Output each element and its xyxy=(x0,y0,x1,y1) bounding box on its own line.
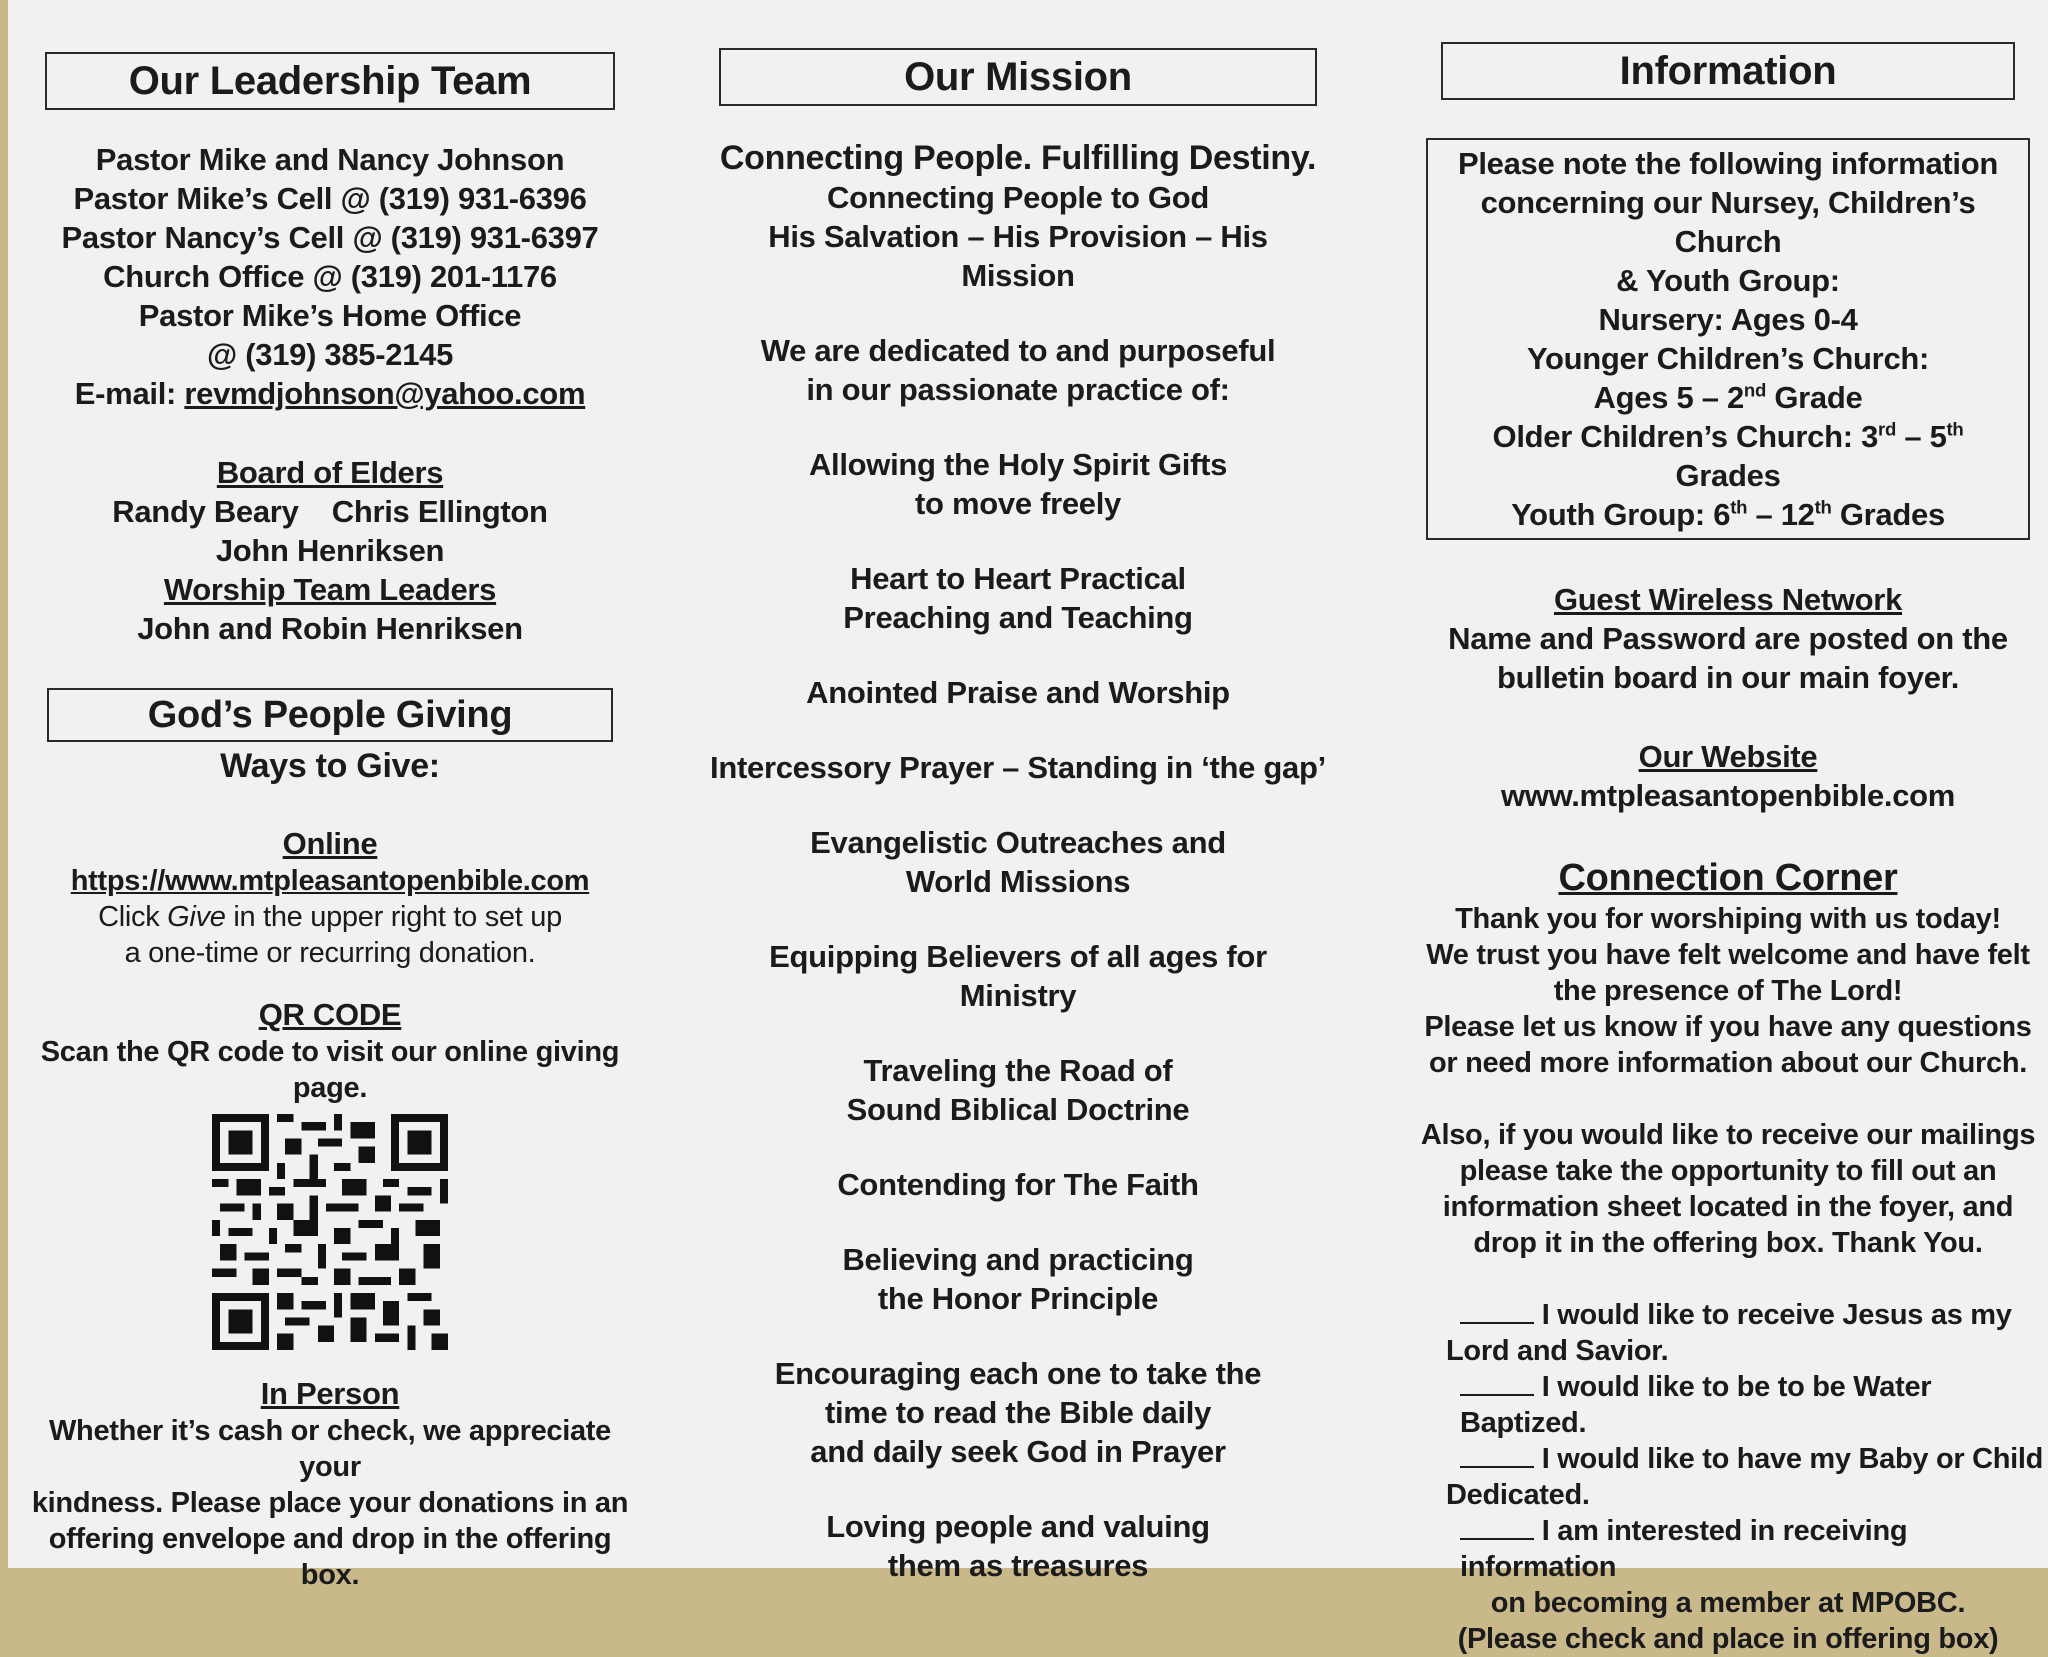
youth-ages xyxy=(1438,495,2018,534)
older-ages xyxy=(1438,417,2018,495)
younger-ages xyxy=(1438,378,2018,417)
mission-practice-item xyxy=(708,1165,1328,1204)
check-blank[interactable] xyxy=(1460,1370,1534,1396)
mission-practice-item xyxy=(708,1051,1328,1129)
online-text-1a: Click xyxy=(98,901,168,933)
elders-line-1: Randy Beary Chris Ellington xyxy=(112,494,548,529)
youth-c: Grades xyxy=(1831,497,1945,532)
older-sup-2: th xyxy=(1946,418,1964,440)
website-heading: Our Website xyxy=(1638,739,1818,774)
mission-practice-line: Contending for The Faith xyxy=(837,1167,1199,1202)
also-line-3: information sheet located in the foyer, and xyxy=(1442,1191,2014,1223)
mike-cell: Pastor Mike’s Cell @ (319) 931-6396 xyxy=(73,181,587,216)
email-link[interactable]: revmdjohnson@yahoo.com xyxy=(184,376,586,411)
information-column xyxy=(1408,0,2048,1655)
mission-practice-item xyxy=(708,1240,1328,1318)
check-2-text: I would like to be to be Water Baptized. xyxy=(1460,1371,1932,1439)
older-c: Grades xyxy=(1675,458,1781,493)
mission-practice-line: to move freely xyxy=(915,486,1121,521)
check-1-text: I would like to receive Jesus as my xyxy=(1534,1299,2012,1331)
check-4-cont: on becoming a member at MPOBC. xyxy=(1490,1587,1966,1619)
older-sup-1: rd xyxy=(1878,418,1897,440)
mission-practice-line: Allowing the Holy Spirit Gifts xyxy=(808,447,1228,482)
older-b: – 5 xyxy=(1896,419,1947,454)
mission-practice-line: Believing and practicing xyxy=(842,1242,1194,1277)
mission-line-2: Connecting People to God xyxy=(826,180,1209,215)
mission-practice-line: Evangelistic Outreaches and xyxy=(810,825,1226,860)
mission-practice-line: Intercessory Prayer – Standing in ‘the gap’ xyxy=(710,750,1326,785)
giving-heading: God’s People Giving xyxy=(47,688,613,742)
mission-practice-line: the Honor Principle xyxy=(877,1281,1159,1316)
mission-practice-line: Encouraging each one to take the xyxy=(774,1356,1262,1391)
youth-sup-1: th xyxy=(1730,496,1748,518)
check-4-note: (Please check and place in offering box) xyxy=(1457,1623,1999,1655)
check-3-cont: Dedicated. xyxy=(1446,1479,1590,1511)
mission-practice-line: Traveling the Road of xyxy=(863,1053,1173,1088)
mission-practice-line: them as treasures xyxy=(887,1548,1149,1583)
mission-practice-item xyxy=(708,673,1328,712)
online-url-link[interactable]: https://www.mtpleasantopenbible.com xyxy=(70,865,590,897)
elders-line-2: John Henriksen xyxy=(215,533,445,568)
mission-practice-line: Sound Biblical Doctrine xyxy=(846,1092,1190,1127)
younger-sup: nd xyxy=(1743,379,1767,401)
nursery-ages: Nursery: Ages 0-4 xyxy=(1598,302,1858,337)
mission-practice-item xyxy=(708,937,1328,1015)
mission-heading: Our Mission xyxy=(719,48,1317,106)
online-heading: Online xyxy=(282,826,378,861)
younger-a: Ages 5 – 2 xyxy=(1593,380,1744,415)
dedicated-line-2: in our passionate practice of: xyxy=(806,372,1230,407)
checkbox-dedication[interactable] xyxy=(1408,1441,2048,1477)
online-text-2: a one-time or recurring donation. xyxy=(124,937,536,969)
info-box-line-1: Please note the following information xyxy=(1457,146,1999,181)
home-office-phone: @ (319) 385-2145 xyxy=(206,337,454,372)
ways-to-give: Ways to Give: xyxy=(220,747,440,785)
leadership-heading: Our Leadership Team xyxy=(45,52,615,110)
checkbox-receive-jesus[interactable] xyxy=(1408,1297,2048,1333)
check-3-text: I would like to have my Baby or Child xyxy=(1534,1443,2044,1475)
online-text-give: Give xyxy=(167,901,226,933)
younger-label: Younger Children’s Church: xyxy=(1526,341,1930,376)
mission-practice-item xyxy=(708,748,1328,787)
mission-practice-item xyxy=(708,559,1328,637)
check-4-text: I am interested in receiving information xyxy=(1460,1515,1908,1583)
checkbox-membership[interactable] xyxy=(1408,1513,2048,1585)
conn-line-2: We trust you have felt welcome and have felt xyxy=(1426,939,2030,971)
mission-practice-list xyxy=(708,409,1328,1585)
qr-text: Scan the QR code to visit our online giving page. xyxy=(40,1036,620,1104)
mission-practice-line: Preaching and Teaching xyxy=(843,600,1193,635)
children-info-box xyxy=(1426,138,2030,540)
bulletin-page xyxy=(8,0,2048,1655)
info-box-line-3: & Youth Group: xyxy=(1616,263,1840,298)
conn-line-4: Please let us know if you have any questions xyxy=(1424,1011,2032,1043)
home-office-label: Pastor Mike’s Home Office xyxy=(138,298,522,333)
conn-line-3: the presence of The Lord! xyxy=(1553,975,1903,1007)
mission-practice-item xyxy=(708,445,1328,523)
email-label: E-mail: xyxy=(74,376,185,411)
mission-practice-line: World Missions xyxy=(905,864,1131,899)
check-blank[interactable] xyxy=(1460,1442,1534,1468)
mission-line-3: His Salvation – His Provision – His Mission xyxy=(768,219,1268,293)
mission-practice-line: time to read the Bible daily xyxy=(824,1395,1212,1430)
church-office: Church Office @ (319) 201-1176 xyxy=(103,259,557,294)
inperson-line-2: kindness. Please place your donations in an xyxy=(31,1487,629,1519)
info-box-line-2: concerning our Nursey, Children’s Church xyxy=(1480,185,1976,259)
mission-practice-line: and daily seek God in Prayer xyxy=(810,1434,1226,1469)
information-heading: Information xyxy=(1441,42,2015,100)
pastors-names: Pastor Mike and Nancy Johnson xyxy=(95,142,565,177)
youth-b: – 12 xyxy=(1747,497,1815,532)
inperson-heading: In Person xyxy=(260,1376,400,1411)
conn-line-1: Thank you for worshiping with us today! xyxy=(1455,903,2001,935)
connection-heading: Connection Corner xyxy=(1558,857,1898,899)
elders-heading: Board of Elders xyxy=(216,455,444,490)
mission-practice-item xyxy=(708,1507,1328,1585)
mission-practice-line: Equipping Believers of all ages for Ministry xyxy=(769,939,1267,1013)
online-text-1 xyxy=(30,899,630,935)
online-text-1c: in the upper right to set up xyxy=(225,901,562,933)
also-line-2: please take the opportunity to fill out an xyxy=(1459,1155,1997,1187)
mission-practice-item xyxy=(708,1354,1328,1471)
wifi-heading: Guest Wireless Network xyxy=(1553,582,1903,617)
also-line-1: Also, if you would like to receive our mailings xyxy=(1420,1119,2036,1151)
wifi-line-2: bulletin board in our main foyer. xyxy=(1496,660,1960,695)
check-blank[interactable] xyxy=(1460,1298,1534,1324)
youth-sup-2: th xyxy=(1814,496,1832,518)
leadership-column xyxy=(30,0,630,1591)
mission-practice-item xyxy=(708,823,1328,901)
younger-b: Grade xyxy=(1766,380,1863,415)
dedicated-line-1: We are dedicated to and purposeful xyxy=(760,333,1276,368)
older-a: Older Children’s Church: 3 xyxy=(1492,419,1879,454)
check-blank[interactable] xyxy=(1460,1514,1534,1540)
nancy-cell: Pastor Nancy’s Cell @ (319) 931-6397 xyxy=(61,220,599,255)
also-line-4: drop it in the offering box. Thank You. xyxy=(1473,1227,1983,1259)
conn-line-5: or need more information about our Church. xyxy=(1428,1047,2028,1079)
qr-code-image[interactable] xyxy=(212,1114,448,1350)
mission-practice-line: Anointed Praise and Worship xyxy=(806,675,1230,710)
mission-tagline: Connecting People. Fulfilling Destiny. xyxy=(719,139,1317,177)
inperson-line-3: offering envelope and drop in the offering box. xyxy=(48,1523,612,1591)
check-1-cont: Lord and Savior. xyxy=(1446,1335,1669,1367)
checkbox-water-baptized[interactable] xyxy=(1408,1369,2048,1441)
inperson-line-1: Whether it’s cash or check, we appreciate your xyxy=(48,1415,611,1483)
youth-a: Youth Group: 6 xyxy=(1511,497,1731,532)
website-url-link[interactable]: www.mtpleasantopenbible.com xyxy=(1500,778,1956,813)
email-line xyxy=(30,374,630,413)
worship-heading: Worship Team Leaders xyxy=(163,572,497,607)
worship-names: John and Robin Henriksen xyxy=(137,611,523,646)
wifi-line-1: Name and Password are posted on the xyxy=(1448,621,2008,656)
mission-practice-line: Loving people and valuing xyxy=(826,1509,1210,1544)
qr-heading: QR CODE xyxy=(258,997,402,1032)
mission-practice-line: Heart to Heart Practical xyxy=(850,561,1186,596)
mission-column xyxy=(708,0,1328,1583)
